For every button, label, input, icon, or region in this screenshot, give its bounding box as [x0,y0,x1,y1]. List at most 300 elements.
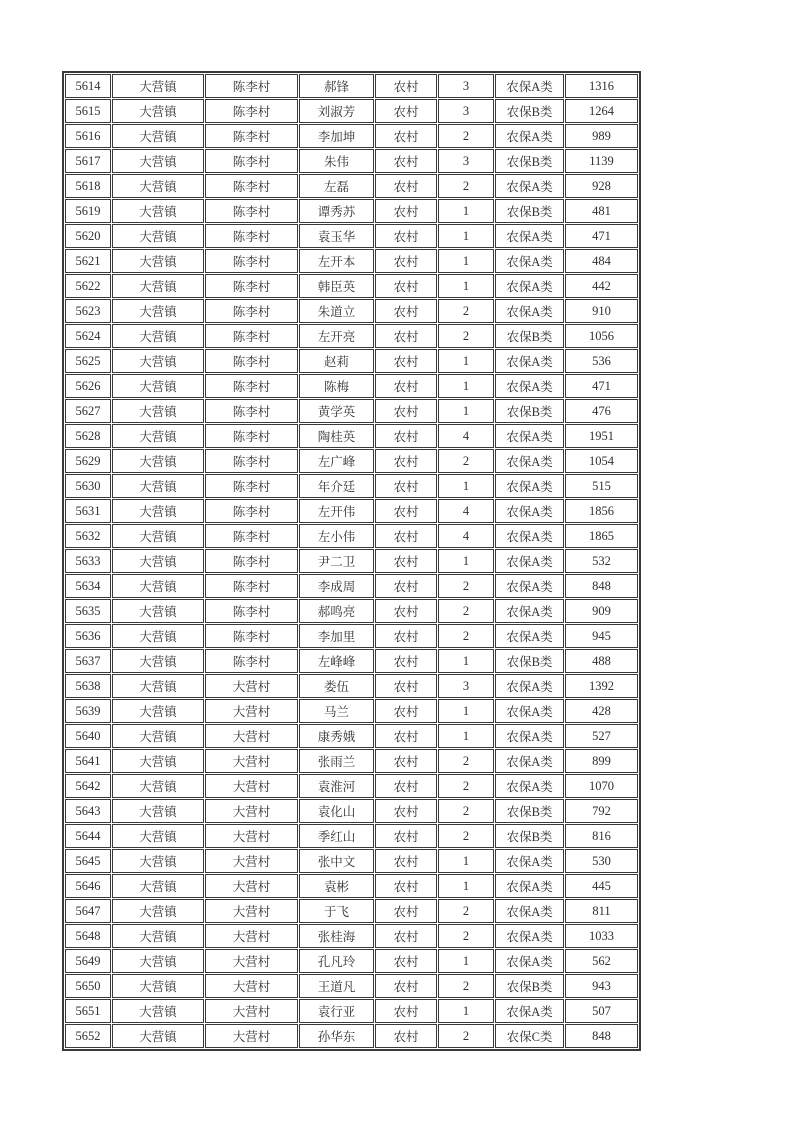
cell-household-count: 1 [438,849,494,873]
cell-village: 陈李村 [205,574,298,598]
cell-insurance-category: 农保A类 [495,174,564,198]
cell-residence-type: 农村 [375,149,437,173]
table-row [65,549,638,573]
cell-village: 大营村 [205,924,298,948]
cell-amount: 1865 [565,524,638,548]
table-row [65,724,638,748]
cell-serial-number: 5619 [65,199,111,223]
cell-insurance-category: 农保A类 [495,249,564,273]
table-row [65,799,638,823]
cell-household-count: 1 [438,224,494,248]
cell-serial-number: 5646 [65,874,111,898]
cell-insurance-category: 农保B类 [495,199,564,223]
cell-amount: 536 [565,349,638,373]
cell-village: 大营村 [205,874,298,898]
cell-residence-type: 农村 [375,449,437,473]
cell-household-count: 2 [438,299,494,323]
cell-amount: 527 [565,724,638,748]
cell-village: 陈李村 [205,374,298,398]
cell-town: 大营镇 [112,974,204,998]
cell-town: 大营镇 [112,999,204,1023]
cell-serial-number: 5624 [65,324,111,348]
cell-insurance-category: 农保A类 [495,624,564,648]
cell-serial-number: 5623 [65,299,111,323]
cell-serial-number: 5628 [65,424,111,448]
cell-town: 大营镇 [112,349,204,373]
cell-person-name: 李加坤 [299,124,374,148]
cell-residence-type: 农村 [375,224,437,248]
cell-person-name: 刘淑芳 [299,99,374,123]
cell-town: 大营镇 [112,124,204,148]
cell-town: 大营镇 [112,474,204,498]
cell-person-name: 黄学英 [299,399,374,423]
table-row [65,599,638,623]
cell-serial-number: 5643 [65,799,111,823]
cell-residence-type: 农村 [375,349,437,373]
cell-village: 陈李村 [205,249,298,273]
cell-household-count: 1 [438,699,494,723]
cell-residence-type: 农村 [375,374,437,398]
cell-village: 陈李村 [205,174,298,198]
cell-residence-type: 农村 [375,324,437,348]
cell-residence-type: 农村 [375,174,437,198]
cell-village: 陈李村 [205,599,298,623]
cell-insurance-category: 农保A类 [495,524,564,548]
cell-town: 大营镇 [112,649,204,673]
cell-insurance-category: 农保A类 [495,874,564,898]
cell-village: 陈李村 [205,349,298,373]
cell-residence-type: 农村 [375,524,437,548]
cell-serial-number: 5621 [65,249,111,273]
cell-insurance-category: 农保A类 [495,949,564,973]
cell-serial-number: 5622 [65,274,111,298]
cell-town: 大营镇 [112,499,204,523]
cell-town: 大营镇 [112,674,204,698]
cell-amount: 910 [565,299,638,323]
cell-household-count: 4 [438,424,494,448]
cell-serial-number: 5617 [65,149,111,173]
cell-person-name: 季红山 [299,824,374,848]
cell-village: 大营村 [205,674,298,698]
cell-household-count: 2 [438,599,494,623]
cell-household-count: 1 [438,199,494,223]
cell-household-count: 2 [438,124,494,148]
cell-village: 陈李村 [205,74,298,98]
cell-household-count: 2 [438,974,494,998]
cell-amount: 945 [565,624,638,648]
cell-insurance-category: 农保B类 [495,824,564,848]
cell-insurance-category: 农保A类 [495,374,564,398]
cell-insurance-category: 农保A类 [495,749,564,773]
cell-village: 陈李村 [205,549,298,573]
cell-household-count: 1 [438,249,494,273]
cell-town: 大营镇 [112,774,204,798]
cell-serial-number: 5645 [65,849,111,873]
cell-insurance-category: 农保A类 [495,424,564,448]
cell-person-name: 左开本 [299,249,374,273]
table-row [65,699,638,723]
cell-village: 大营村 [205,749,298,773]
table-row [65,324,638,348]
cell-residence-type: 农村 [375,299,437,323]
cell-insurance-category: 农保A类 [495,599,564,623]
cell-village: 大营村 [205,974,298,998]
cell-town: 大营镇 [112,524,204,548]
cell-residence-type: 农村 [375,499,437,523]
cell-amount: 1392 [565,674,638,698]
table-row [65,424,638,448]
cell-residence-type: 农村 [375,124,437,148]
cell-person-name: 左磊 [299,174,374,198]
cell-person-name: 朱道立 [299,299,374,323]
cell-person-name: 左小伟 [299,524,374,548]
cell-household-count: 2 [438,324,494,348]
cell-residence-type: 农村 [375,424,437,448]
cell-town: 大营镇 [112,99,204,123]
cell-serial-number: 5652 [65,1024,111,1048]
cell-town: 大营镇 [112,374,204,398]
cell-amount: 1951 [565,424,638,448]
cell-amount: 811 [565,899,638,923]
cell-village: 陈李村 [205,149,298,173]
cell-insurance-category: 农保A类 [495,574,564,598]
table-row [65,1024,638,1048]
cell-amount: 532 [565,549,638,573]
cell-household-count: 2 [438,924,494,948]
cell-insurance-category: 农保A类 [495,499,564,523]
cell-residence-type: 农村 [375,1024,437,1048]
cell-serial-number: 5635 [65,599,111,623]
cell-town: 大营镇 [112,824,204,848]
cell-person-name: 马兰 [299,699,374,723]
cell-insurance-category: 农保A类 [495,849,564,873]
table-row [65,774,638,798]
cell-person-name: 李成周 [299,574,374,598]
cell-village: 陈李村 [205,499,298,523]
cell-person-name: 孔凡玲 [299,949,374,973]
cell-residence-type: 农村 [375,574,437,598]
table-row [65,674,638,698]
cell-household-count: 1 [438,949,494,973]
cell-amount: 928 [565,174,638,198]
cell-village: 大营村 [205,849,298,873]
table-row [65,74,638,98]
cell-serial-number: 5629 [65,449,111,473]
cell-household-count: 1 [438,274,494,298]
cell-insurance-category: 农保B类 [495,324,564,348]
table-row [65,749,638,773]
cell-town: 大营镇 [112,424,204,448]
cell-residence-type: 农村 [375,924,437,948]
cell-amount: 848 [565,574,638,598]
table-row [65,899,638,923]
cell-serial-number: 5616 [65,124,111,148]
cell-village: 陈李村 [205,124,298,148]
cell-town: 大营镇 [112,574,204,598]
cell-serial-number: 5632 [65,524,111,548]
cell-person-name: 张中文 [299,849,374,873]
cell-village: 陈李村 [205,274,298,298]
cell-residence-type: 农村 [375,949,437,973]
table-row [65,399,638,423]
cell-insurance-category: 农保A类 [495,999,564,1023]
cell-serial-number: 5648 [65,924,111,948]
table-row [65,449,638,473]
cell-person-name: 孙华东 [299,1024,374,1048]
cell-amount: 507 [565,999,638,1023]
cell-residence-type: 农村 [375,874,437,898]
cell-household-count: 1 [438,474,494,498]
cell-town: 大营镇 [112,874,204,898]
cell-town: 大营镇 [112,224,204,248]
cell-amount: 476 [565,399,638,423]
cell-amount: 1139 [565,149,638,173]
cell-amount: 562 [565,949,638,973]
cell-village: 陈李村 [205,524,298,548]
cell-person-name: 赵莉 [299,349,374,373]
cell-amount: 1033 [565,924,638,948]
table-row [65,299,638,323]
cell-amount: 445 [565,874,638,898]
cell-household-count: 1 [438,724,494,748]
cell-town: 大营镇 [112,624,204,648]
cell-residence-type: 农村 [375,824,437,848]
cell-insurance-category: 农保A类 [495,899,564,923]
cell-amount: 1054 [565,449,638,473]
cell-village: 陈李村 [205,424,298,448]
cell-serial-number: 5640 [65,724,111,748]
cell-village: 陈李村 [205,99,298,123]
cell-town: 大营镇 [112,899,204,923]
cell-person-name: 年介廷 [299,474,374,498]
cell-village: 陈李村 [205,649,298,673]
cell-insurance-category: 农保C类 [495,1024,564,1048]
cell-residence-type: 农村 [375,624,437,648]
cell-household-count: 1 [438,999,494,1023]
cell-serial-number: 5636 [65,624,111,648]
cell-serial-number: 5630 [65,474,111,498]
cell-amount: 484 [565,249,638,273]
roster-table [62,71,641,1051]
table-row [65,124,638,148]
cell-village: 大营村 [205,999,298,1023]
cell-residence-type: 农村 [375,749,437,773]
table-row [65,524,638,548]
cell-household-count: 2 [438,449,494,473]
table-row [65,999,638,1023]
cell-town: 大营镇 [112,724,204,748]
cell-residence-type: 农村 [375,699,437,723]
cell-person-name: 左峰峰 [299,649,374,673]
table-body [65,74,638,1048]
table-row [65,349,638,373]
cell-person-name: 李加里 [299,624,374,648]
cell-person-name: 于飞 [299,899,374,923]
cell-insurance-category: 农保B类 [495,149,564,173]
cell-amount: 442 [565,274,638,298]
cell-insurance-category: 农保A类 [495,724,564,748]
cell-town: 大营镇 [112,799,204,823]
cell-serial-number: 5638 [65,674,111,698]
cell-residence-type: 农村 [375,99,437,123]
cell-serial-number: 5633 [65,549,111,573]
table-row [65,974,638,998]
cell-amount: 488 [565,649,638,673]
cell-village: 陈李村 [205,224,298,248]
cell-household-count: 2 [438,899,494,923]
cell-person-name: 陶桂英 [299,424,374,448]
table-row [65,474,638,498]
cell-town: 大营镇 [112,299,204,323]
table-row [65,199,638,223]
cell-serial-number: 5651 [65,999,111,1023]
cell-serial-number: 5614 [65,74,111,98]
cell-insurance-category: 农保A类 [495,699,564,723]
cell-person-name: 陈梅 [299,374,374,398]
table-row [65,249,638,273]
cell-residence-type: 农村 [375,599,437,623]
cell-insurance-category: 农保B类 [495,399,564,423]
cell-residence-type: 农村 [375,999,437,1023]
cell-amount: 816 [565,824,638,848]
cell-insurance-category: 农保A类 [495,549,564,573]
cell-serial-number: 5650 [65,974,111,998]
cell-amount: 848 [565,1024,638,1048]
cell-serial-number: 5615 [65,99,111,123]
cell-household-count: 1 [438,374,494,398]
table-row [65,624,638,648]
table-row [65,874,638,898]
cell-residence-type: 农村 [375,799,437,823]
cell-person-name: 郝鸣亮 [299,599,374,623]
cell-residence-type: 农村 [375,649,437,673]
cell-amount: 471 [565,374,638,398]
cell-person-name: 张桂海 [299,924,374,948]
cell-insurance-category: 农保B类 [495,649,564,673]
cell-person-name: 朱伟 [299,149,374,173]
cell-household-count: 2 [438,749,494,773]
cell-residence-type: 农村 [375,974,437,998]
cell-town: 大营镇 [112,149,204,173]
cell-person-name: 韩臣英 [299,274,374,298]
cell-serial-number: 5627 [65,399,111,423]
cell-amount: 428 [565,699,638,723]
cell-amount: 792 [565,799,638,823]
cell-village: 陈李村 [205,624,298,648]
cell-insurance-category: 农保A类 [495,124,564,148]
cell-household-count: 1 [438,649,494,673]
cell-serial-number: 5634 [65,574,111,598]
cell-person-name: 袁行亚 [299,999,374,1023]
cell-serial-number: 5631 [65,499,111,523]
cell-village: 大营村 [205,949,298,973]
cell-household-count: 3 [438,674,494,698]
cell-residence-type: 农村 [375,774,437,798]
cell-town: 大营镇 [112,949,204,973]
cell-serial-number: 5625 [65,349,111,373]
cell-amount: 1070 [565,774,638,798]
cell-town: 大营镇 [112,274,204,298]
cell-residence-type: 农村 [375,274,437,298]
cell-person-name: 郝锋 [299,74,374,98]
cell-household-count: 2 [438,174,494,198]
cell-serial-number: 5626 [65,374,111,398]
table-row [65,849,638,873]
cell-person-name: 左开伟 [299,499,374,523]
cell-amount: 1264 [565,99,638,123]
cell-amount: 471 [565,224,638,248]
cell-insurance-category: 农保B类 [495,99,564,123]
cell-town: 大营镇 [112,849,204,873]
cell-serial-number: 5641 [65,749,111,773]
cell-town: 大营镇 [112,449,204,473]
cell-amount: 899 [565,749,638,773]
cell-serial-number: 5637 [65,649,111,673]
cell-household-count: 2 [438,574,494,598]
cell-village: 陈李村 [205,474,298,498]
cell-village: 陈李村 [205,199,298,223]
cell-village: 大营村 [205,724,298,748]
table-row [65,224,638,248]
cell-village: 陈李村 [205,299,298,323]
cell-town: 大营镇 [112,549,204,573]
cell-serial-number: 5649 [65,949,111,973]
cell-person-name: 袁彬 [299,874,374,898]
cell-serial-number: 5620 [65,224,111,248]
cell-insurance-category: 农保B类 [495,799,564,823]
table-row [65,149,638,173]
cell-person-name: 尹二卫 [299,549,374,573]
cell-household-count: 2 [438,774,494,798]
cell-household-count: 3 [438,99,494,123]
cell-serial-number: 5644 [65,824,111,848]
cell-town: 大营镇 [112,599,204,623]
cell-village: 大营村 [205,774,298,798]
cell-amount: 1316 [565,74,638,98]
table-row [65,374,638,398]
table-row [65,274,638,298]
table-row [65,174,638,198]
cell-village: 陈李村 [205,324,298,348]
cell-residence-type: 农村 [375,399,437,423]
cell-town: 大营镇 [112,324,204,348]
cell-household-count: 3 [438,74,494,98]
cell-insurance-category: 农保A类 [495,474,564,498]
cell-serial-number: 5618 [65,174,111,198]
cell-insurance-category: 农保A类 [495,274,564,298]
cell-amount: 481 [565,199,638,223]
cell-household-count: 3 [438,149,494,173]
cell-amount: 530 [565,849,638,873]
cell-household-count: 2 [438,824,494,848]
cell-town: 大营镇 [112,699,204,723]
table-row [65,824,638,848]
cell-insurance-category: 农保A类 [495,349,564,373]
cell-insurance-category: 农保A类 [495,224,564,248]
cell-person-name: 袁化山 [299,799,374,823]
cell-amount: 943 [565,974,638,998]
cell-serial-number: 5647 [65,899,111,923]
cell-residence-type: 农村 [375,724,437,748]
cell-person-name: 王道凡 [299,974,374,998]
cell-person-name: 娄伍 [299,674,374,698]
cell-town: 大营镇 [112,174,204,198]
cell-town: 大营镇 [112,924,204,948]
cell-amount: 909 [565,599,638,623]
cell-person-name: 谭秀苏 [299,199,374,223]
cell-insurance-category: 农保A类 [495,299,564,323]
cell-town: 大营镇 [112,1024,204,1048]
